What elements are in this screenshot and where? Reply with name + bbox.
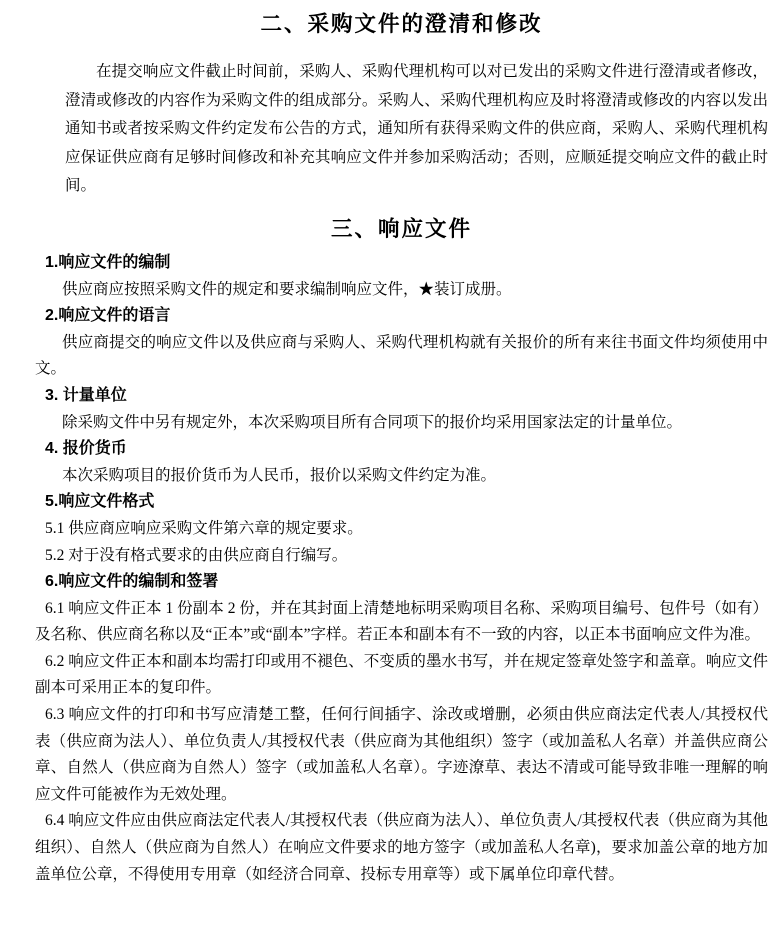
item-5-subitem-1: 5.1 供应商应响应采购文件第六章的规定要求。 (45, 519, 363, 537)
item-2-heading: 2.响应文件的语言 (45, 307, 171, 325)
item-5-heading: 5.响应文件格式 (45, 493, 155, 511)
item-6-subitem-2: 6.2 响应文件正本和副本均需打印或用不褪色、不变质的墨水书写，并在规定签章处签字和盖章。响应文件副本可采用正本的复印件。 (35, 652, 768, 697)
item-6-subitem-4: 6.4 响应文件应由供应商法定代表人/其授权代表（供应商为法人）、单位负责人/其授权代表（供应商为其他组织）、自然人（供应商为自然人）在响应文件要求的地方签字（或加盖私人名章)，要求加盖公章的地方加盖单位公章，不得使用专用章（如经济合同章、投标专用章等）或下属单位印章代替。 (35, 812, 768, 883)
section-3-title: 三、响应文件 (330, 216, 472, 241)
item-5-subitem-2: 5.2 对于没有格式要求的由供应商自行编写。 (45, 546, 348, 564)
section-2-paragraph: 在提交响应文件截止时间前，采购人、采购代理机构可以对已发出的采购文件进行澄清或者修改，澄清或修改的内容作为采购文件的组成部分。采购人、采购代理机构应及时将澄清或修改的内容以发出通知书或者按采购文件约定发布公告的方式，通知所有获得采购文件的供应商，采购人、采购代理机构应保证供应商有足够时间修改和补充其响应文件并参加采购活动；否则，应顺延提交响应文件的截止时间。 (65, 63, 768, 195)
item-3-heading: 3. 计量单位 (45, 386, 127, 404)
item-1-heading: 1.响应文件的编制 (45, 253, 171, 271)
item-6-subitem-1: 6.1 响应文件正本 1 份副本 2 份，并在其封面上清楚地标明采购项目名称、采购项目编号、包件号（如有）及名称、供应商名称以及“正本”或“副本”字样。若正本和副本有不一致的内容，以正本书面响应文件为准。 (35, 599, 768, 644)
item-4-paragraph: 本次采购项目的报价货币为人民币，报价以采购文件约定为准。 (62, 466, 497, 484)
item-4-heading: 4. 报价货币 (45, 440, 127, 458)
section-2-title: 二、采购文件的澄清和修改 (260, 12, 543, 36)
item-3-paragraph: 除采购文件中另有规定外，本次采购项目所有合同项下的报价均采用国家法定的计量单位。 (62, 413, 683, 431)
item-1-paragraph: 供应商应按照采购文件的规定和要求编制响应文件，★装订成册。 (62, 280, 512, 298)
item-6-heading: 6.响应文件的编制和签署 (45, 573, 219, 591)
item-2-paragraph: 供应商提交的响应文件以及供应商与采购人、采购代理机构就有关报价的所有来往书面文件均须使用中文。 (35, 333, 768, 378)
section-3-body (35, 250, 768, 888)
item-6-subitem-3: 6.3 响应文件的打印和书写应清楚工整，任何行间插字、涂改或增删，必须由供应商法定代表人/其授权代表（供应商为法人）、单位负责人/其授权代表（供应商为其他组织）签字（或加盖私人名章）并盖供应商公章、自然人（供应商为自然人）签字（或加盖私人名章）。字迹潦草、表达不清或可能导致非唯一理解的响应文件可能被作为无效处理。 (35, 706, 768, 803)
